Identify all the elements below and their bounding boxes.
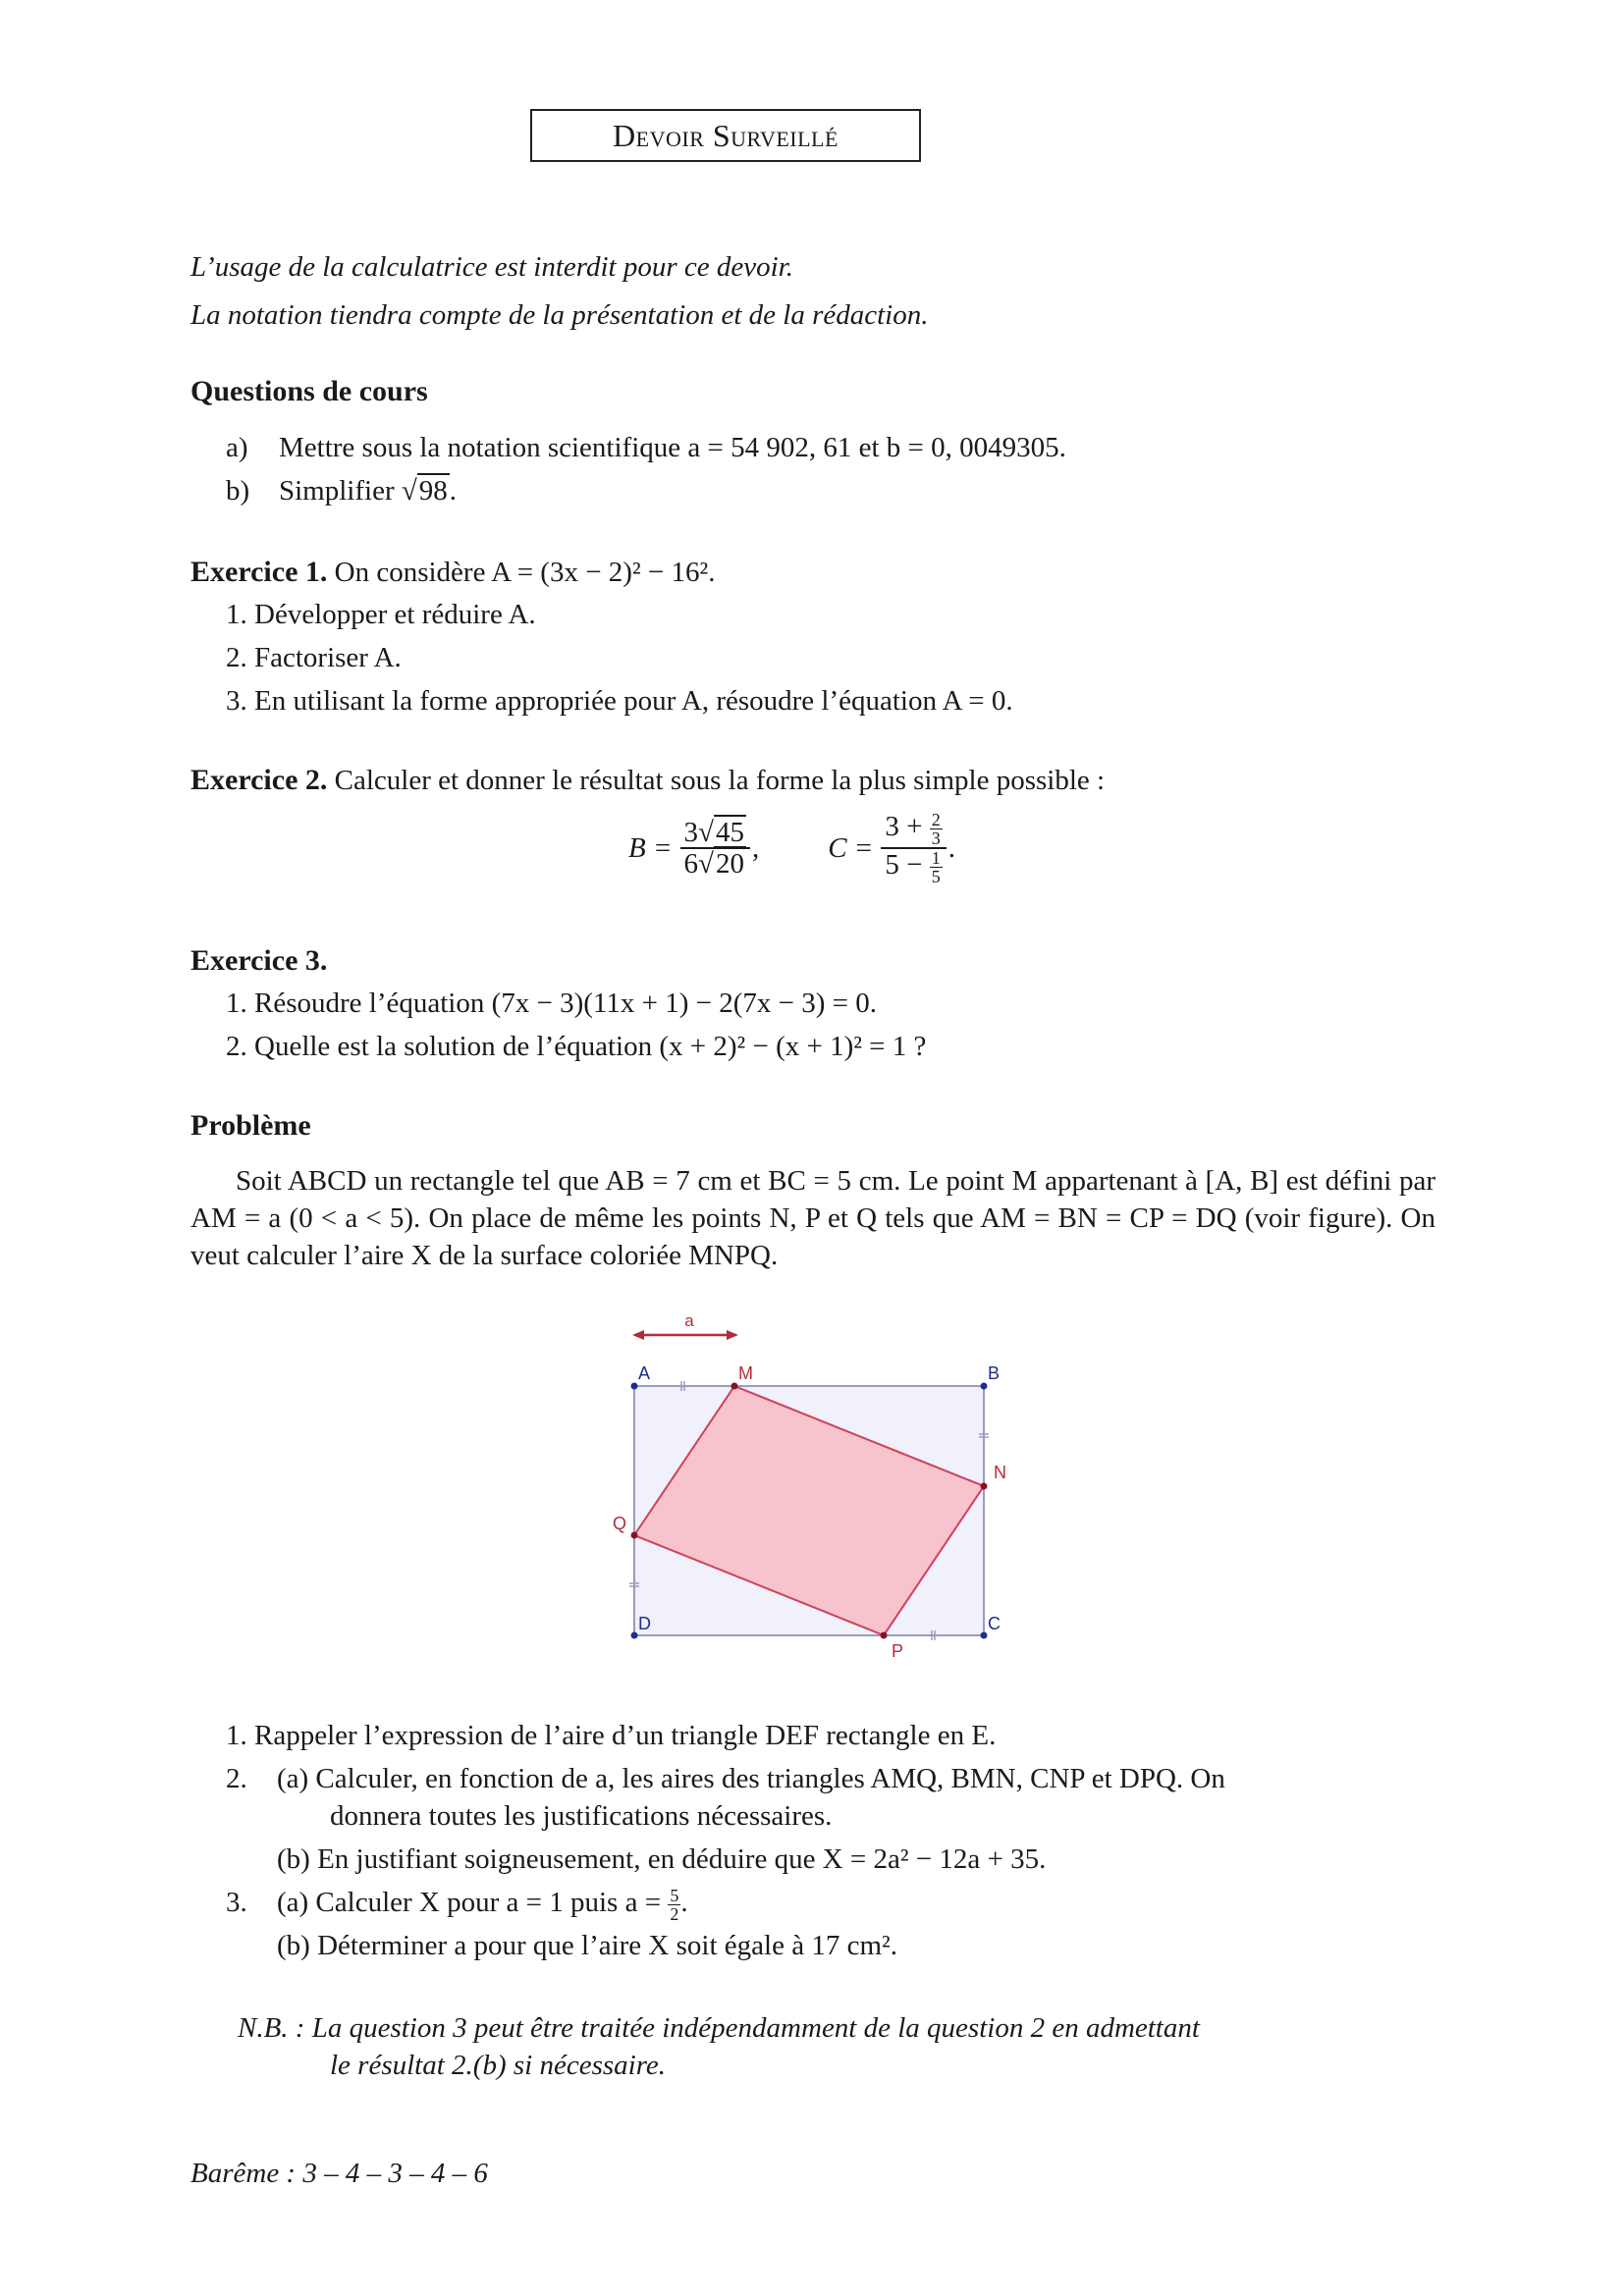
- point-d: [631, 1632, 638, 1639]
- probleme-q3b: (b) Déterminer a pour que l’aire X soit égale à 17 cm².: [277, 1930, 897, 1961]
- probleme-q3a-text: (a) Calculer X pour a = 1 puis a =: [277, 1887, 662, 1919]
- cours-a-label: a): [226, 432, 248, 463]
- probleme-q2a-cont: donnera toutes les justifications nécessaires.: [330, 1800, 833, 1832]
- cours-b-radicand: 98: [418, 475, 448, 507]
- ex2-B-label: B =: [628, 831, 673, 864]
- ex2-C-end: .: [947, 831, 955, 864]
- nb-line-1: N.B. : La question 3 peut être traitée indépendamment de la question 2 en admettant: [238, 2012, 1200, 2044]
- cours-b-text: Simplifier: [279, 475, 395, 507]
- probleme-paragraph: Soit ABCD un rectangle tel que AB = 7 cm et BC = 5 cm. Le point M appartenant à [A, B] est défini par AM = a (0 < a < 5). On place de même les points N, P et Q tels que AM = BN = CP = DQ (voir figure). On veut calculer l’aire X de la surface coloriée MNPQ.: [190, 1165, 1435, 1271]
- ex2-intro-line: [190, 764, 1105, 797]
- ex2-C-den-fnum: 1: [931, 848, 941, 868]
- cours-a-text: Mettre sous la notation scientifique a = 54 902, 61 et b = 0, 0049305.: [279, 432, 1066, 463]
- label-m: M: [738, 1363, 753, 1383]
- point-b: [981, 1383, 988, 1390]
- point-c: [981, 1632, 988, 1639]
- probleme-q2a: (a) Calculer, en fonction de a, les aires des triangles AMQ, BMN, CNP et DPQ. On: [277, 1763, 1225, 1794]
- probleme-heading: Problème: [190, 1109, 311, 1142]
- ex2-C-den-frac: [930, 849, 943, 885]
- ex2-formulas: [628, 811, 955, 885]
- ex3-item: 1. Résoudre l’équation (7x − 3)(11x + 1) − 2(7x − 3) = 0.: [226, 988, 877, 1019]
- ex2-B-sep: ,: [751, 831, 760, 864]
- ex1-item: 1. Développer et réduire A.: [226, 599, 536, 630]
- cours-heading: Questions de cours: [190, 375, 428, 407]
- q3a-fnum: 5: [670, 1886, 679, 1905]
- cours-b-line: [279, 475, 457, 507]
- ex3-item: 2. Quelle est la solution de l’équation (x + 2)² − (x + 1)² = 1 ?: [226, 1031, 927, 1062]
- ex1-heading: Exercice 1.: [190, 556, 328, 588]
- sqrt-symbol: √: [401, 475, 417, 507]
- ex2-B-den-rad: 20: [715, 848, 744, 880]
- ex2-B-numerator: 3√45: [680, 818, 750, 849]
- probleme-q3-num: 3.: [226, 1887, 247, 1918]
- point-n: [981, 1483, 988, 1490]
- ex1-item: 2. Factoriser A.: [226, 642, 402, 673]
- point-p: [881, 1632, 888, 1639]
- ex2-C-num-frac: [930, 811, 943, 847]
- ex2-C-num-fnum: 2: [931, 810, 941, 829]
- ex2-C-num-fden: 3: [931, 828, 941, 848]
- cours-b-end: .: [449, 475, 458, 507]
- ex2-C-fraction: [881, 811, 946, 885]
- ex2-B-den-coef: 6: [683, 848, 699, 880]
- label-p: P: [892, 1641, 904, 1661]
- bareme: Barême : 3 – 4 – 3 – 4 – 6: [190, 2158, 488, 2189]
- ex2-C-numerator: [881, 811, 946, 849]
- ex2-C-label: C =: [828, 831, 874, 864]
- probleme-q3a-end: .: [680, 1887, 688, 1919]
- label-n: N: [994, 1463, 1006, 1482]
- a-arrow-left-head: [632, 1330, 644, 1340]
- point-m: [731, 1383, 738, 1390]
- intro-line-1: L’usage de la calculatrice est interdit pour ce devoir.: [190, 251, 793, 283]
- ex2-heading: Exercice 2.: [190, 764, 328, 796]
- label-c: C: [988, 1614, 1001, 1633]
- ex1-intro-line: [190, 556, 715, 589]
- probleme-q2-num: 2.: [226, 1763, 247, 1794]
- ex2-B-denominator: 6√20: [683, 848, 744, 880]
- q3a-fden: 2: [670, 1904, 679, 1924]
- label-b: B: [988, 1363, 1001, 1383]
- ex2-intro: Calculer et donner le résultat sous la forme la plus simple possible :: [334, 765, 1106, 796]
- a-label: a: [684, 1311, 694, 1330]
- a-arrow-right-head: [727, 1330, 738, 1340]
- intro-line-2: La notation tiendra compte de la présentation et de la rédaction.: [190, 299, 929, 331]
- ex2-B-num-rad: 45: [715, 816, 744, 848]
- point-q: [631, 1532, 638, 1539]
- label-d: D: [638, 1614, 651, 1633]
- probleme-q2b: (b) En justifiant soigneusement, en déduire que X = 2a² − 12a + 35.: [277, 1843, 1047, 1875]
- probleme-q3a-line: [277, 1887, 688, 1923]
- ex2-C-denominator: [881, 849, 946, 885]
- label-a: A: [638, 1363, 651, 1383]
- point-a: [631, 1383, 638, 1390]
- ex2-C-num-lead: 3 +: [885, 811, 923, 843]
- ex2-C-den-fden: 5: [931, 867, 941, 886]
- nb-line-2: le résultat 2.(b) si nécessaire.: [330, 2050, 667, 2081]
- problem-figure: [589, 1306, 1041, 1669]
- ex2-B-fraction: [680, 818, 750, 880]
- ex1-intro: On considère A = (3x − 2)² − 16².: [334, 557, 716, 588]
- label-q: Q: [613, 1514, 627, 1533]
- cours-b-label: b): [226, 475, 250, 507]
- ex2-B-num-coef: 3: [683, 816, 699, 848]
- ex2-C-den-lead: 5 −: [885, 849, 923, 881]
- probleme-q1: 1. Rappeler l’expression de l’aire d’un triangle DEF rectangle en E.: [226, 1720, 997, 1751]
- ex3-heading: Exercice 3.: [190, 944, 328, 977]
- probleme-q3a-frac: [668, 1887, 680, 1923]
- page-title: Devoir Surveillé: [530, 109, 921, 162]
- ex1-item: 3. En utilisant la forme appropriée pour A, résoudre l’équation A = 0.: [226, 685, 1013, 717]
